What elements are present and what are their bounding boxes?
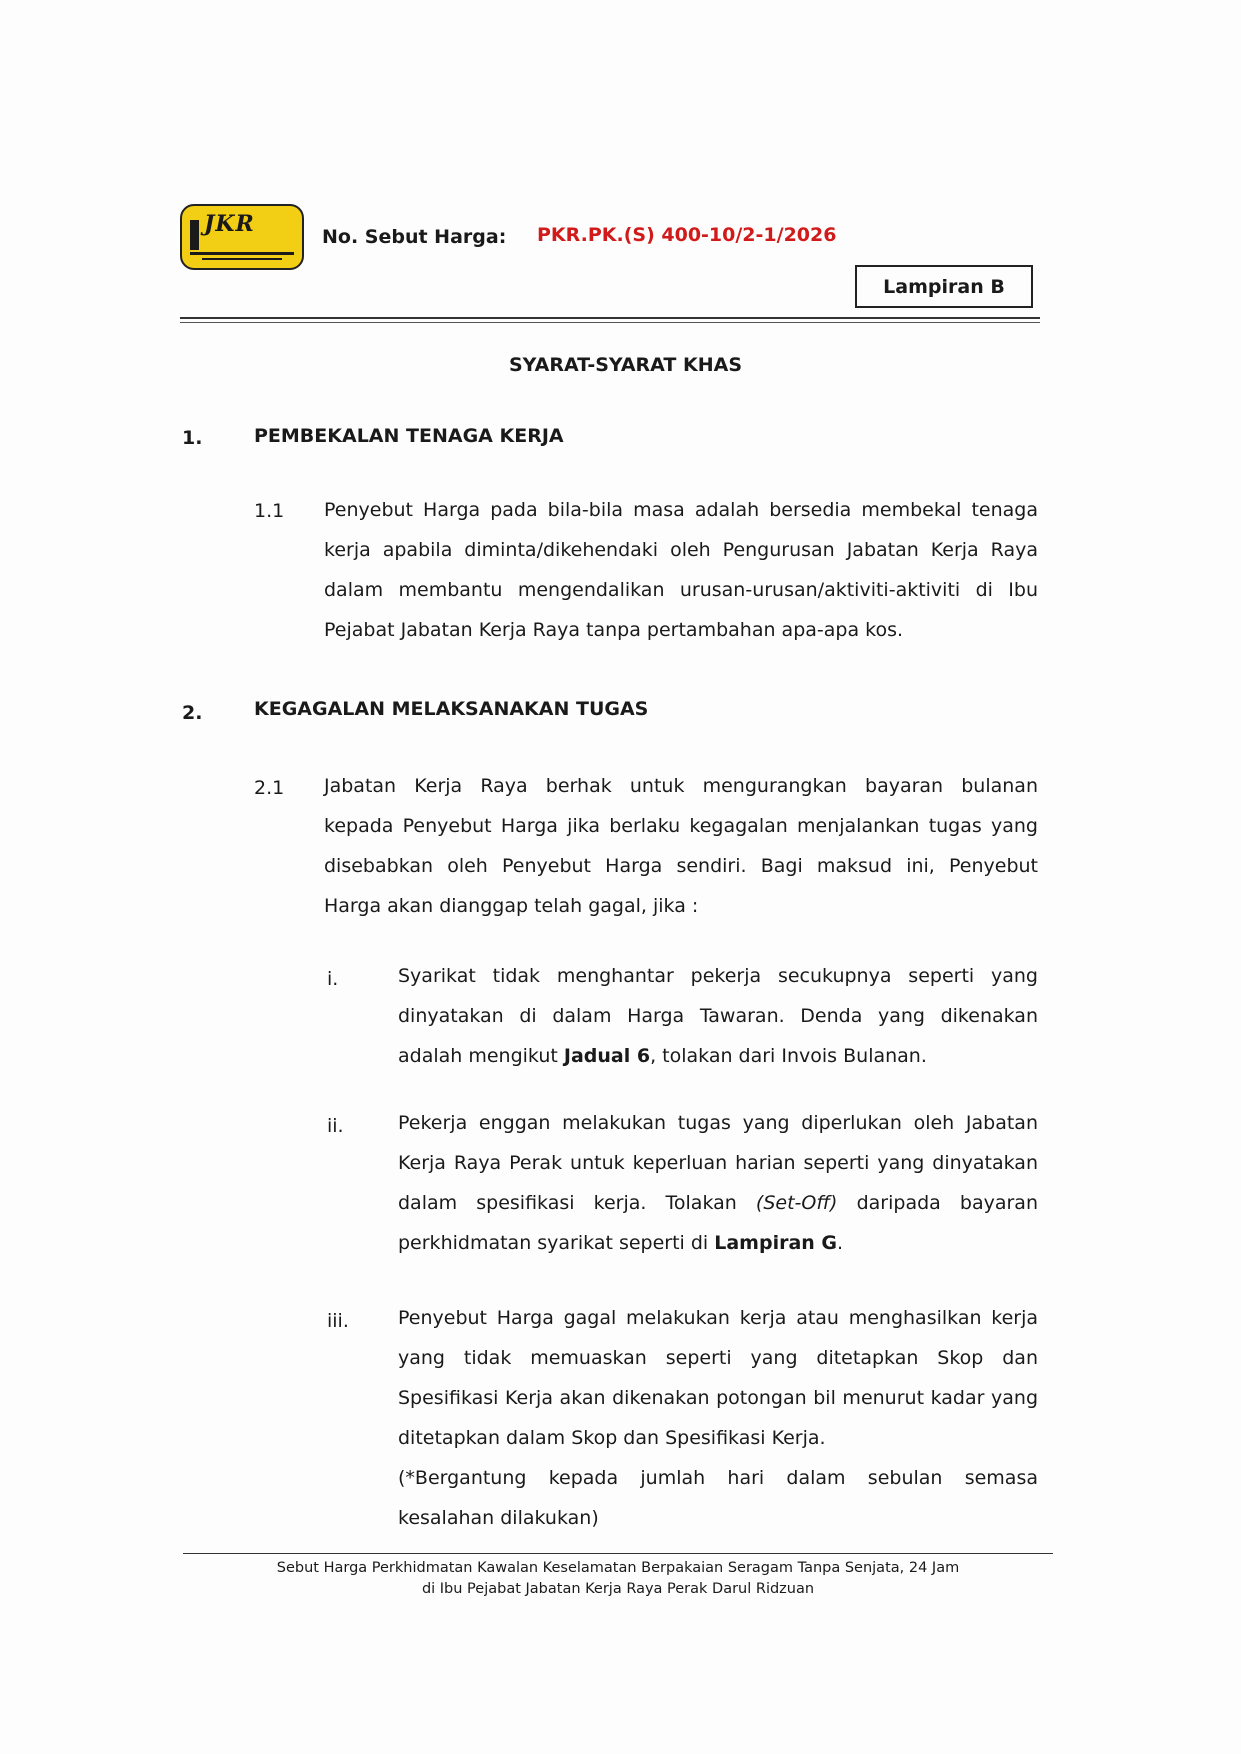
clause-2-1-line: Jabatan Kerja Raya berhak untuk mengurangkan bayaran bulanan xyxy=(324,775,1038,797)
header-divider-thin xyxy=(180,322,1040,323)
item-ii-text xyxy=(398,1103,1038,1263)
quotation-number-label: No. Sebut Harga: xyxy=(322,226,507,248)
clause-1-1-line: Pejabat Jabatan Kerja Raya tanpa pertambahan apa-apa kos. xyxy=(324,619,904,641)
item-ii-marker: ii. xyxy=(327,1115,344,1137)
item-ii-text-pre: dalam spesifikasi kerja. Tolakan xyxy=(398,1192,756,1214)
item-i-line: Syarikat tidak menghantar pekerja secukupnya seperti yang xyxy=(398,965,1038,987)
item-ii-line xyxy=(398,1223,1038,1263)
item-i-marker: i. xyxy=(327,968,339,990)
item-ii-line: Kerja Raya Perak untuk keperluan harian seperti yang dinyatakan xyxy=(398,1152,1038,1174)
item-iii-line: yang tidak memuaskan seperti yang ditetapkan Skop dan xyxy=(398,1347,1038,1369)
clause-1-1-text xyxy=(324,490,1038,650)
document-title: SYARAT-SYARAT KHAS xyxy=(508,354,743,376)
set-off-term: (Set-Off) xyxy=(755,1192,838,1214)
section-1-number: 1. xyxy=(182,427,203,449)
item-i-line xyxy=(398,1036,1038,1076)
jadual-6-ref: Jadual 6 xyxy=(563,1045,651,1067)
header-divider xyxy=(180,317,1040,319)
attachment-label: Lampiran B xyxy=(855,265,1033,308)
item-iii-text xyxy=(398,1298,1038,1538)
item-ii-line: Pekerja enggan melakukan tugas yang diperlukan oleh Jabatan xyxy=(398,1112,1038,1134)
logo-text: JKR xyxy=(204,211,255,237)
item-ii-text-post: daripada bayaran xyxy=(837,1192,1038,1214)
section-2-title: KEGAGALAN MELAKSANAKAN TUGAS xyxy=(254,698,649,720)
footer-divider xyxy=(183,1553,1053,1554)
section-2-number: 2. xyxy=(182,702,203,724)
clause-2-1-number: 2.1 xyxy=(254,777,285,799)
item-i-text xyxy=(398,956,1038,1076)
clause-2-1-text xyxy=(324,766,1038,926)
clause-1-1-line: dalam membantu mengendalikan urusan-urusan/aktiviti-aktiviti di Ibu xyxy=(324,579,1038,601)
footer-line-2: di Ibu Pejabat Jabatan Kerja Raya Perak Darul Ridzuan xyxy=(421,1581,815,1597)
section-1-title: PEMBEKALAN TENAGA KERJA xyxy=(254,425,564,447)
item-iii-line: Penyebut Harga gagal melakukan kerja atau menghasilkan kerja xyxy=(398,1307,1038,1329)
item-iii-marker: iii. xyxy=(327,1310,349,1332)
clause-1-1-number: 1.1 xyxy=(254,500,285,522)
item-ii-text-post: . xyxy=(837,1232,844,1254)
jkr-logo xyxy=(180,204,304,270)
item-i-text-pre: adalah mengikut xyxy=(398,1045,564,1067)
clause-2-1-line: kepada Penyebut Harga jika berlaku kegagalan menjalankan tugas yang xyxy=(324,815,1038,837)
clause-1-1-line: Penyebut Harga pada bila-bila masa adalah bersedia membekal tenaga xyxy=(324,499,1038,521)
item-ii-line xyxy=(398,1183,1038,1223)
item-i-text-post: , tolakan dari Invois Bulanan. xyxy=(650,1045,927,1067)
item-i-line: dinyatakan di dalam Harga Tawaran. Denda yang dikenakan xyxy=(398,1005,1038,1027)
lampiran-g-ref: Lampiran G xyxy=(714,1232,838,1254)
footer-line-1: Sebut Harga Perkhidmatan Kawalan Keselamatan Berpakaian Seragam Tanpa Senjata, 24 Jam xyxy=(276,1560,960,1576)
quotation-reference: PKR.PK.(S) 400-10/2-1/2026 xyxy=(537,224,837,246)
clause-2-1-line: disebabkan oleh Penyebut Harga sendiri. Bagi maksud ini, Penyebut xyxy=(324,855,1038,877)
item-iii-line: (*Bergantung kepada jumlah hari dalam sebulan semasa xyxy=(398,1467,1038,1489)
item-ii-text-pre: perkhidmatan syarikat seperti di xyxy=(398,1232,715,1254)
item-iii-line: ditetapkan dalam Skop dan Spesifikasi Kerja. xyxy=(398,1427,826,1449)
clause-2-1-line: Harga akan dianggap telah gagal, jika : xyxy=(324,895,699,917)
clause-1-1-line: kerja apabila diminta/dikehendaki oleh Pengurusan Jabatan Kerja Raya xyxy=(324,539,1038,561)
item-iii-line: kesalahan dilakukan) xyxy=(398,1507,599,1529)
item-iii-line: Spesifikasi Kerja akan dikenakan potongan bil menurut kadar yang xyxy=(398,1387,1038,1409)
